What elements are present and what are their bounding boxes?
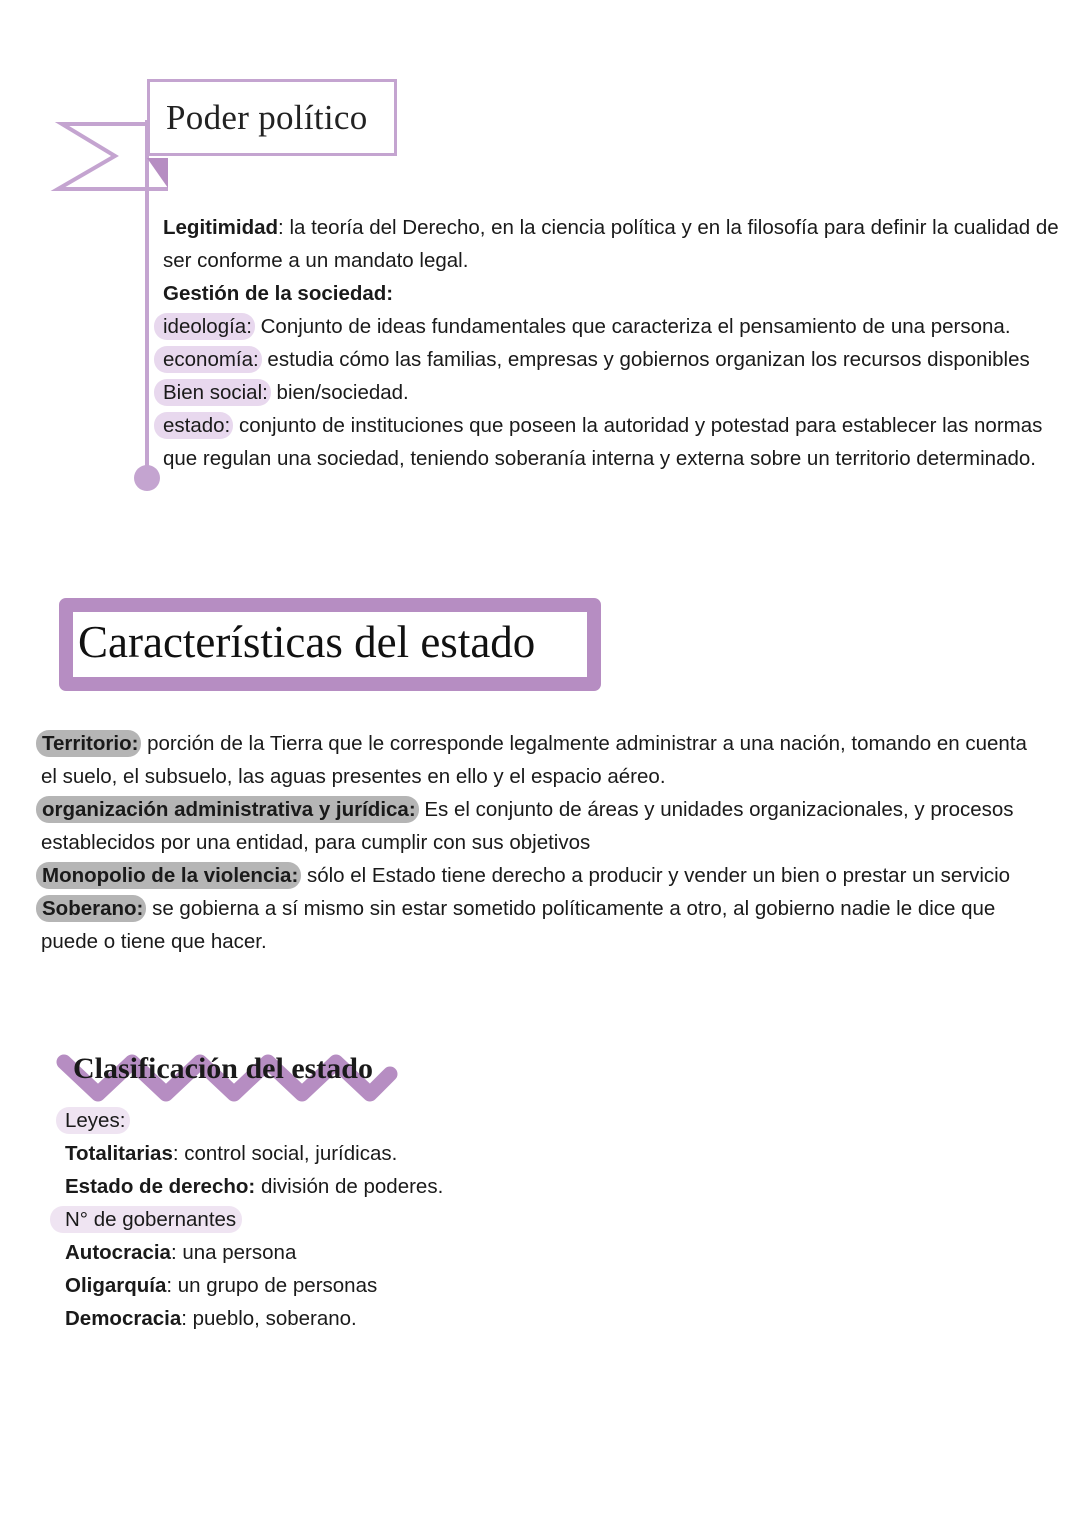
term-soberano: Soberano:	[36, 895, 146, 922]
term-territorio: Territorio:	[36, 730, 141, 757]
term-bien-social: Bien social:	[154, 379, 271, 406]
term-autocracia: Autocracia	[65, 1241, 171, 1264]
term-totalitarias: Totalitarias	[65, 1142, 173, 1165]
group-label-gobernantes	[65, 1203, 765, 1236]
label-leyes: Leyes:	[56, 1107, 130, 1134]
item-oligarquia	[65, 1269, 765, 1302]
item-text: : un grupo de personas	[166, 1274, 378, 1297]
term-monopolio: Monopolio de la violencia:	[36, 862, 301, 889]
definition-text: Conjunto de ideas fundamentales que caracteriza el pensamiento de una persona.	[254, 315, 1011, 338]
definition-text: : la teoría del Derecho, en la ciencia política y en la filosofía para definir la cualidad de ser conforme a un mandato legal.	[163, 216, 1059, 272]
term-ideologia: ideología:	[154, 313, 255, 340]
term-democracia: Democracia	[65, 1307, 182, 1330]
item-democracia	[65, 1302, 765, 1335]
item-totalitarias	[65, 1137, 765, 1170]
gestion-heading: Gestión de la sociedad:	[163, 282, 394, 305]
definition-text: Es el conjunto de áreas y unidades organizacionales, y procesos establecidos por una entidad, para cumplir con sus objetivos	[41, 798, 1014, 854]
section-title-poder-politico: Poder político	[166, 98, 368, 137]
term-economia: economía:	[154, 346, 262, 373]
section-title-caracteristicas: Características del estado	[78, 617, 536, 667]
section-title-clasificacion: Clasificación del estado	[73, 1052, 373, 1085]
term-estado: estado:	[154, 412, 233, 439]
definition-text: porción de la Tierra que le corresponde legalmente administrar a una nación, tomando en cuenta el suelo, el subsuelo, las aguas presentes en ello y el espacio aéreo.	[41, 732, 1027, 788]
term-legitimidad: Legitimidad	[163, 216, 279, 239]
item-text: división de poderes.	[255, 1175, 444, 1198]
definition-text: bien/sociedad.	[270, 381, 409, 404]
item-estado-derecho	[65, 1170, 765, 1203]
group-label-leyes	[65, 1104, 765, 1137]
item-text: : control social, jurídicas.	[172, 1142, 398, 1165]
definition-text: estudia cómo las familias, empresas y gobiernos organizan los recursos disponibles	[261, 348, 1030, 371]
definition-text: sólo el Estado tiene derecho a producir y vender un bien o prestar un servicio	[301, 864, 1011, 887]
item-text: : pueblo, soberano.	[181, 1307, 357, 1330]
label-gobernantes: N° de gobernantes	[50, 1206, 242, 1233]
term-organizacion: organización administrativa y jurídica:	[36, 796, 419, 823]
definition-text: se gobierna a sí mismo sin estar sometido políticamente a otro, al gobierno nadie le dice que puede o tiene que hacer.	[41, 897, 996, 953]
definition-text: conjunto de instituciones que poseen la autoridad y potestad para establecer las normas que regulan una sociedad, teniendo soberanía interna y externa sobre un territorio determinado.	[163, 414, 1043, 470]
section-body-clasificacion	[65, 1104, 765, 1335]
term-oligarquia: Oligarquía	[65, 1274, 167, 1297]
item-autocracia	[65, 1236, 765, 1269]
term-estado-derecho: Estado de derecho:	[65, 1175, 256, 1198]
item-text: : una persona	[170, 1241, 297, 1264]
